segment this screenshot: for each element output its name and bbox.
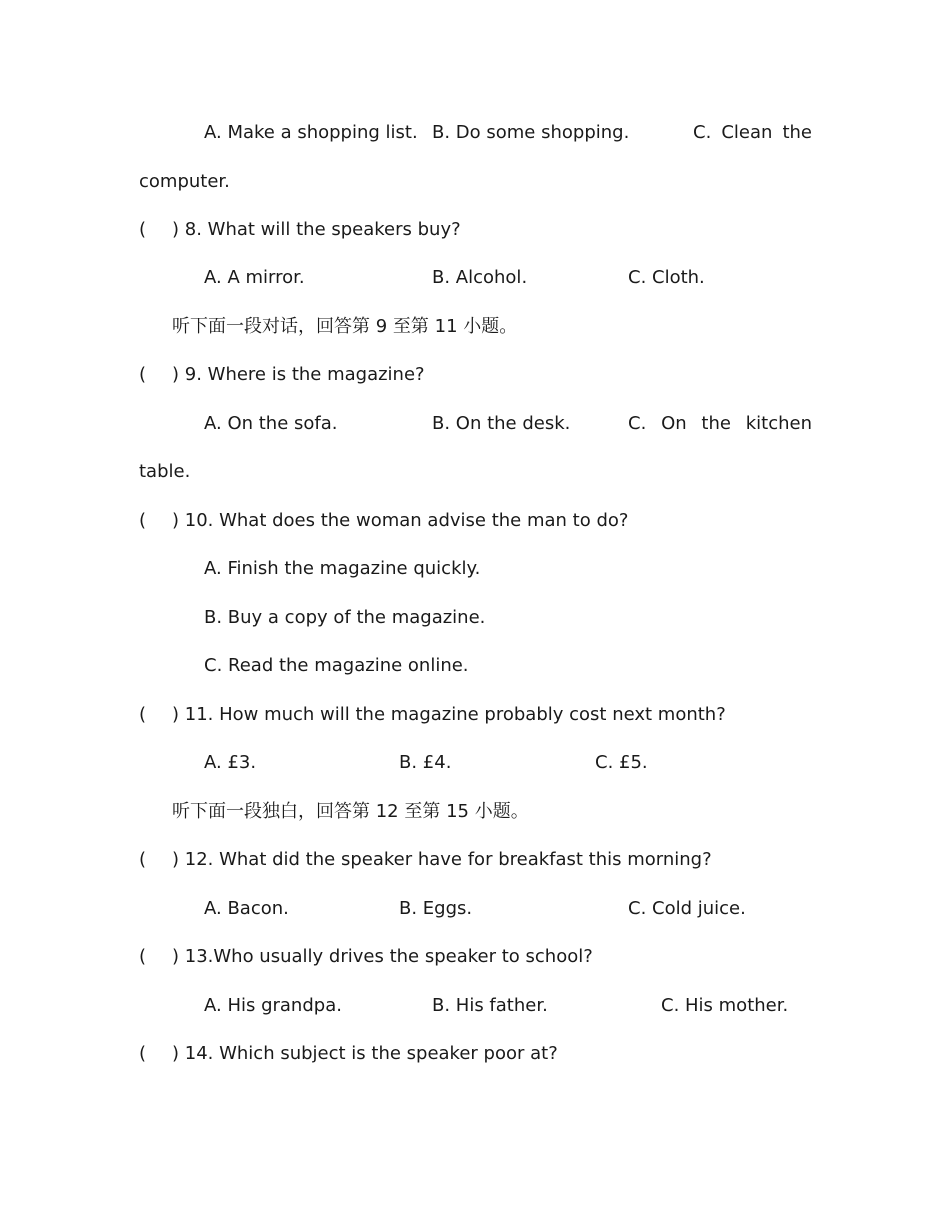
q9-option-a: A. On the sofa. — [204, 413, 338, 434]
question-text: ) 11. How much will the magazine probably cost next month? — [172, 704, 726, 725]
question-text: ) 14. Which subject is the speaker poor at? — [172, 1043, 558, 1064]
q7-option-c-word: Clean — [721, 122, 773, 143]
question-text: ) 8. What will the speakers buy? — [172, 219, 461, 240]
question-text: ) 12. What did the speaker have for breakfast this morning? — [172, 849, 712, 870]
q9-option-b: B. On the desk. — [432, 413, 571, 434]
q8-option-b: B. Alcohol. — [432, 267, 528, 288]
q10-option-b: B. Buy a copy of the magazine. — [204, 607, 486, 628]
answer-blank: ( — [139, 849, 147, 870]
q9-option-c-word: kitchen — [745, 413, 812, 434]
q10-option-c: C. Read the magazine online. — [204, 655, 469, 676]
q7-option-b: B. Do some shopping. — [432, 122, 630, 143]
q7-option-a: A. Make a shopping list. — [204, 122, 418, 143]
q7-option-c-word: the — [782, 122, 812, 143]
answer-blank: ( — [139, 704, 147, 725]
q7-option-c-word: C. — [693, 122, 712, 143]
answer-blank: ( — [139, 946, 147, 967]
q7-option-c-continued: computer. — [139, 171, 230, 192]
answer-blank: ( — [139, 219, 147, 240]
q7-option-c — [693, 121, 812, 145]
answer-blank: ( — [139, 510, 147, 531]
question-text: ) 9. Where is the magazine? — [172, 364, 425, 385]
q11-option-a: A. £3. — [204, 752, 257, 773]
q9-option-c-continued: table. — [139, 461, 191, 482]
q10-option-a: A. Finish the magazine quickly. — [204, 558, 481, 579]
question-text: ) 10. What does the woman advise the man to do? — [172, 510, 629, 531]
q9-option-c-word: the — [701, 413, 731, 434]
q8-option-c: C. Cloth. — [628, 267, 705, 288]
section-instruction: 听下面一段对话，回答第 9 至第 11 小题。 — [172, 316, 518, 337]
q11-option-b: B. £4. — [399, 752, 452, 773]
answer-blank: ( — [139, 1043, 147, 1064]
q9-option-c — [628, 412, 812, 436]
q9-option-c-word: C. — [628, 413, 647, 434]
q13-option-a: A. His grandpa. — [204, 995, 342, 1016]
q9-option-c-word: On — [661, 413, 687, 434]
q12-option-b: B. Eggs. — [399, 898, 473, 919]
q8-option-a: A. A mirror. — [204, 267, 305, 288]
q13-option-b: B. His father. — [432, 995, 548, 1016]
q12-option-c: C. Cold juice. — [628, 898, 746, 919]
q12-option-a: A. Bacon. — [204, 898, 289, 919]
question-text: ) 13.Who usually drives the speaker to school? — [172, 946, 593, 967]
q11-option-c: C. £5. — [595, 752, 648, 773]
answer-blank: ( — [139, 364, 147, 385]
section-instruction: 听下面一段独白，回答第 12 至第 15 小题。 — [172, 801, 529, 822]
q13-option-c: C. His mother. — [661, 995, 789, 1016]
